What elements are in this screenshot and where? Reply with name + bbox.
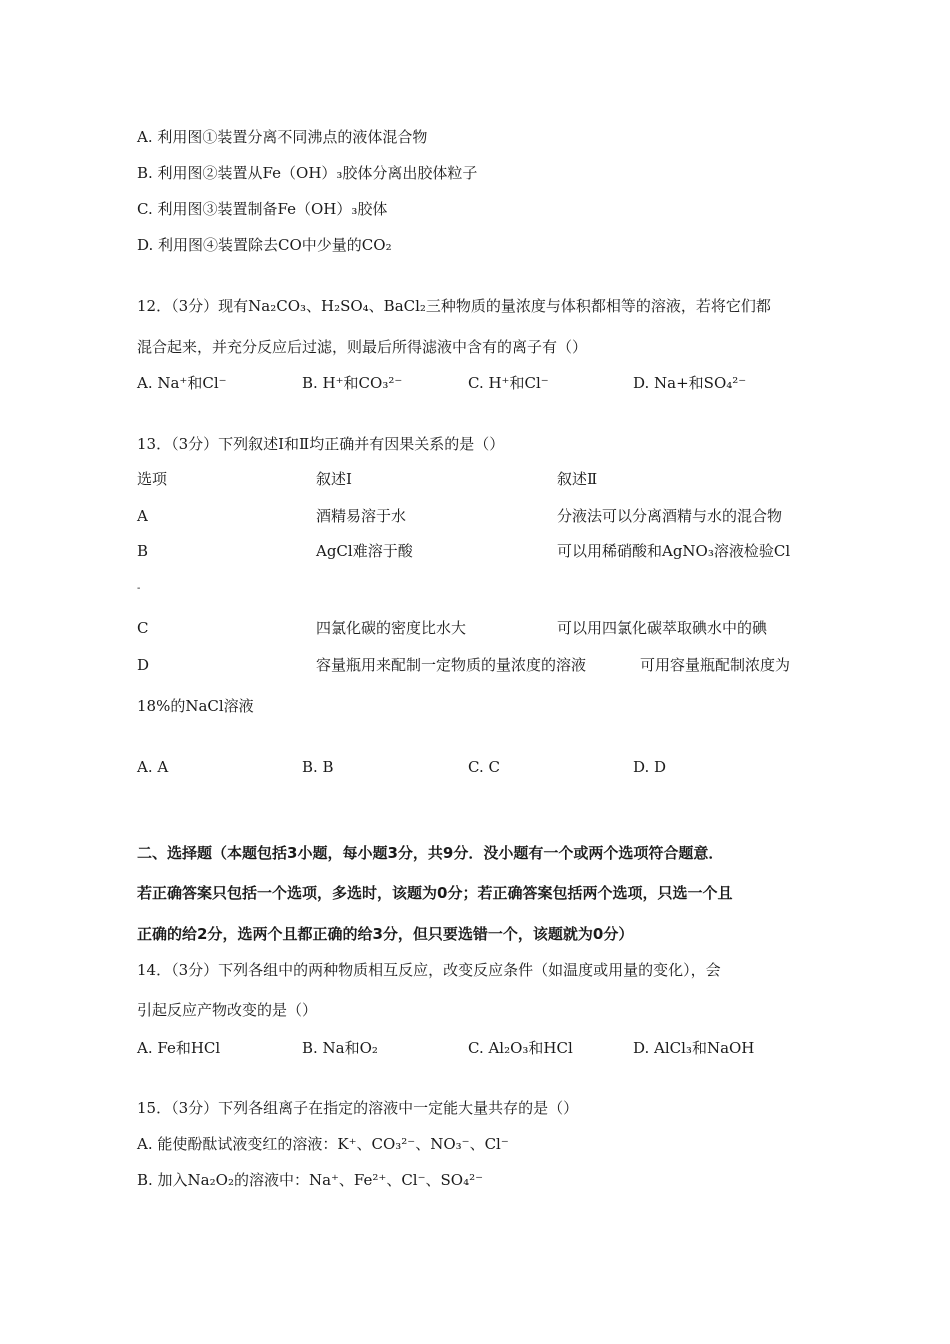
q12-option-d: D. Na+和SO₄²⁻: [633, 374, 747, 392]
q13-stem: 13．（3分）下列叙述Ⅰ和Ⅱ均正确并有因果关系的是（）: [137, 435, 505, 453]
section-2-heading-line-3: 正确的给2分，选两个且都正确的给3分，但只要选错一个，该题就为0分）: [137, 925, 634, 943]
q13-row-d-statement-1: 容量瓶用来配制一定物质的量浓度的溶液: [316, 656, 587, 674]
q15-option-a: A. 能使酚酞试液变红的溶液：K⁺、CO₃²⁻、NO₃⁻、Cl⁻: [137, 1135, 509, 1153]
q13-header-statement-2: 叙述Ⅱ: [557, 470, 598, 488]
q12-option-b: B. H⁺和CO₃²⁻: [302, 374, 403, 392]
q12-stem-line-2: 混合起来，并充分反应后过滤，则最后所得滤液中含有的离子有（）: [137, 338, 588, 356]
q12-option-c: C. H⁺和Cl⁻: [468, 374, 549, 392]
q15-stem: 15．（3分）下列各组离子在指定的溶液中一定能大量共存的是（）: [137, 1099, 579, 1117]
q11-option-d: D. 利用图④装置除去CO中少量的CO₂: [137, 236, 392, 254]
q14-stem-line-1: 14．（3分）下列各组中的两种物质相互反应，改变反应条件（如温度或用量的变化），会: [137, 961, 721, 979]
q15-option-b: B. 加入Na₂O₂的溶液中：Na⁺、Fe²⁺、Cl⁻、SO₄²⁻: [137, 1171, 484, 1189]
q13-option-a: A. A: [137, 758, 169, 776]
q12-option-a: A. Na⁺和Cl⁻: [137, 374, 227, 392]
q13-row-a-label: A: [137, 507, 148, 525]
q13-row-b-label: B: [137, 542, 149, 560]
q14-stem-line-2: 引起反应产物改变的是（）: [137, 1001, 318, 1019]
q13-row-b-statement-1: AgCl难溶于酸: [316, 542, 413, 560]
section-2-heading-line-2: 若正确答案只包括一个选项，多选时，该题为0分；若正确答案包括两个选项，只选一个且: [137, 884, 733, 902]
q13-row-c-statement-2: 可以用四氯化碳萃取碘水中的碘: [557, 619, 768, 637]
q13-row-d-wrap: 18%的NaCl溶液: [137, 697, 254, 715]
q13-row-b-wrap: -: [137, 583, 141, 594]
q13-header-statement-1: 叙述Ⅰ: [316, 470, 352, 488]
q13-row-a-statement-1: 酒精易溶于水: [316, 507, 407, 525]
q11-option-c: C. 利用图③装置制备Fe（OH）₃胶体: [137, 200, 388, 218]
q13-row-d-statement-2: 可用容量瓶配制浓度为: [640, 656, 791, 674]
q11-option-b: B. 利用图②装置从Fe（OH）₃胶体分离出胶体粒子: [137, 164, 478, 182]
q13-row-c-statement-1: 四氯化碳的密度比水大: [316, 619, 467, 637]
q14-option-b: B. Na和O₂: [302, 1039, 378, 1057]
q13-header-option: 选项: [137, 470, 168, 488]
q14-option-a: A. Fe和HCl: [137, 1039, 221, 1057]
q14-option-d: D. AlCl₃和NaOH: [633, 1039, 755, 1057]
q13-option-d: D. D: [633, 758, 667, 776]
q13-row-c-label: C: [137, 619, 149, 637]
q13-row-b-statement-2: 可以用稀硝酸和AgNO₃溶液检验Cl: [557, 542, 791, 560]
q14-option-c: C. Al₂O₃和HCl: [468, 1039, 573, 1057]
section-2-heading-line-1: 二、选择题（本题包括3小题，每小题3分，共9分．没小题有一个或两个选项符合题意．: [137, 844, 724, 862]
q13-row-d-label: D: [137, 656, 150, 674]
q13-row-a-statement-2: 分液法可以分离酒精与水的混合物: [557, 507, 783, 525]
q12-stem-line-1: 12．（3分）现有Na₂CO₃、H₂SO₄、BaCl₂三种物质的量浓度与体积都相等的溶液，若将它们都: [137, 297, 771, 315]
q13-option-c: C. C: [468, 758, 500, 776]
q13-option-b: B. B: [302, 758, 334, 776]
q11-option-a: A. 利用图①装置分离不同沸点的液体混合物: [137, 128, 428, 146]
